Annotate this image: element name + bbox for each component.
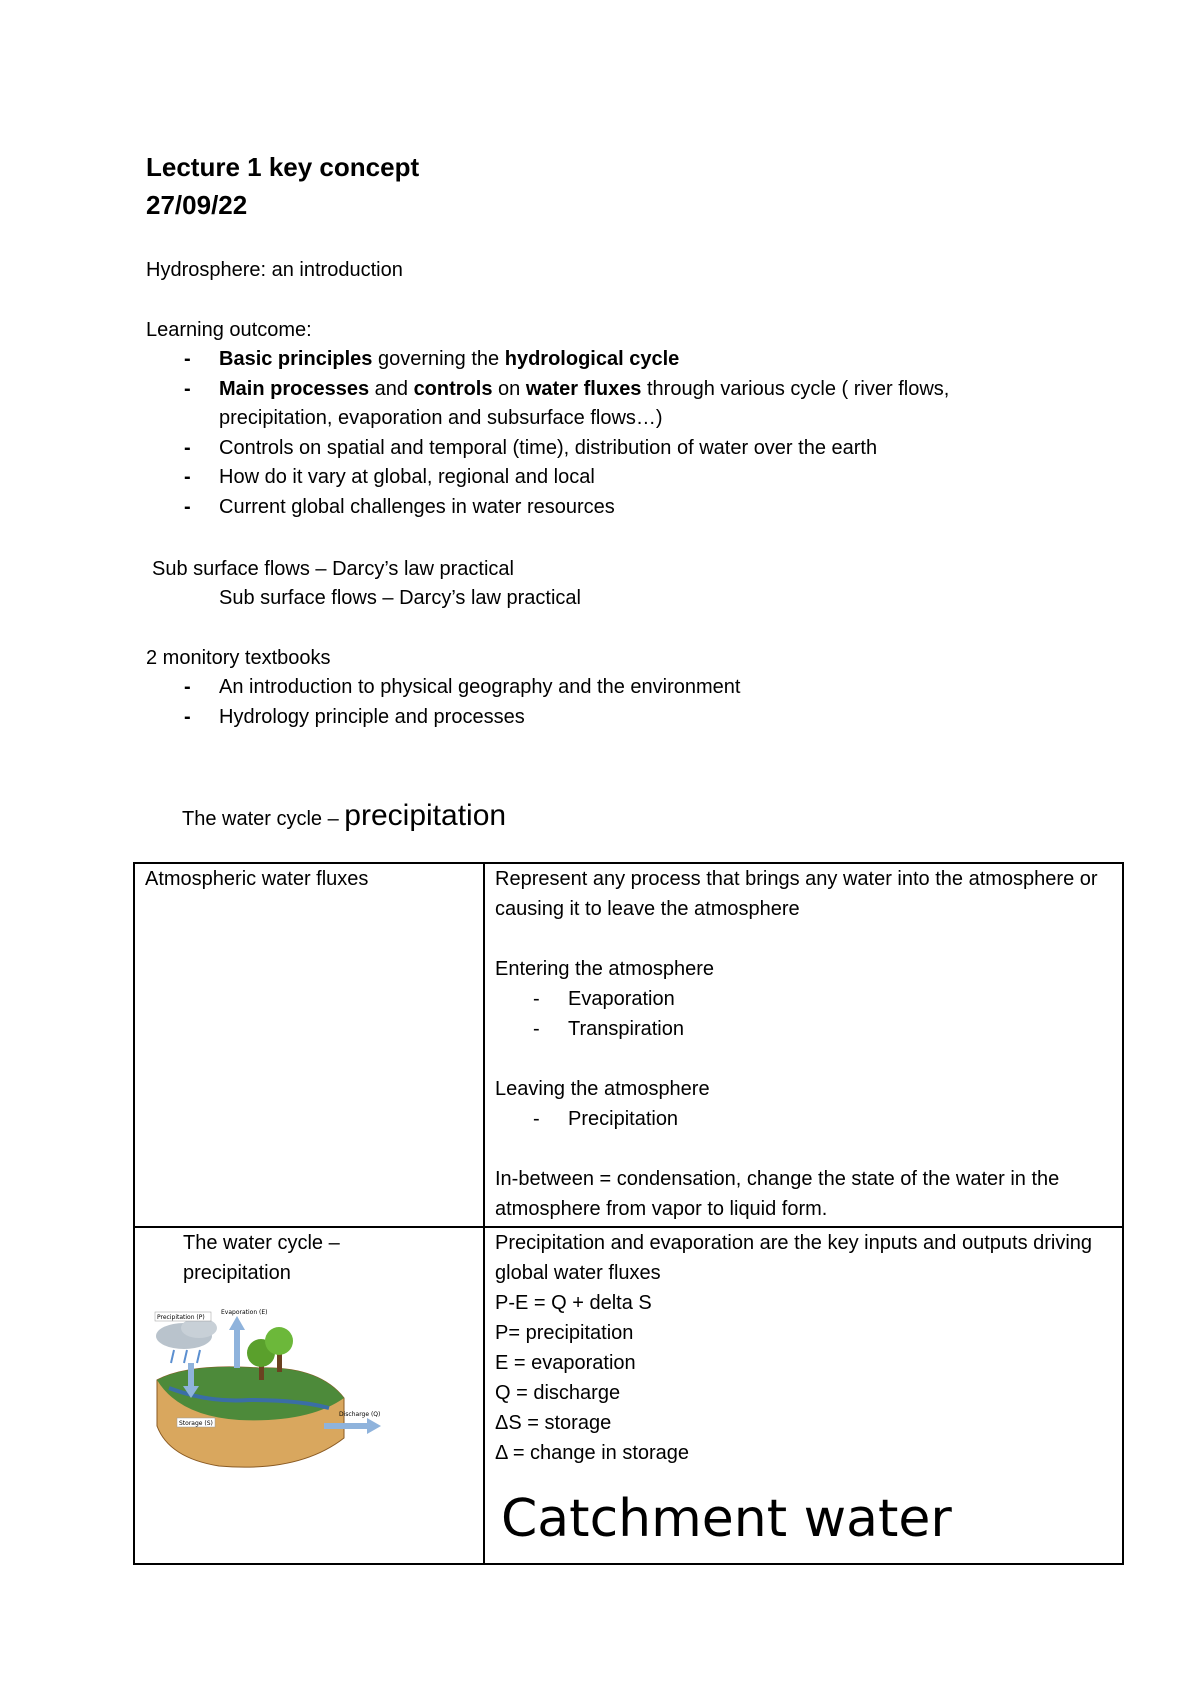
water-cycle-diagram xyxy=(149,1308,399,1478)
list-item: - Hydrology principle and processes xyxy=(146,703,1046,733)
table-row xyxy=(134,1227,1123,1564)
list-item: - Evaporation xyxy=(495,984,1112,1014)
table-cell-water-cycle xyxy=(134,1227,484,1564)
textbooks-list xyxy=(146,673,1046,732)
list-item: - Transpiration xyxy=(495,1014,1112,1044)
table-cell-atmospheric: Atmospheric water fluxes xyxy=(134,863,484,1227)
textbooks-heading: 2 monitory textbooks xyxy=(146,647,331,669)
table-cell-fluxes-description: Represent any process that brings any water into the atmosphere or causing it to leave the atmosphere Entering the atmosphere - Evaporation - Transpiration Leaving the atmosphere - Precipitation In-between = condensation, change the state of the water in the atmosphere from vapor to liquid form. xyxy=(484,863,1123,1227)
leaving-list xyxy=(495,1104,1112,1134)
catchment-water-heading: Catchment water xyxy=(501,1489,952,1549)
subtitle: Hydrosphere: an introduction xyxy=(146,259,403,281)
list-item: - Basic principles governing the hydrological cycle xyxy=(146,345,1046,375)
practical-line-1: Sub surface flows – Darcy’s law practical xyxy=(152,558,514,580)
page-date: 27/09/22 xyxy=(146,190,248,220)
evaporation-label: Evaporation (E) xyxy=(221,1309,268,1316)
list-item: - Main processes and controls on water fluxes through various cycle ( river flows, precipitation, evaporation and subsurface flows…) xyxy=(146,375,1046,434)
water-cycle-heading: The water cycle – precipitation xyxy=(182,799,507,832)
precipitation-label: Precipitation (P) xyxy=(157,1314,205,1321)
list-item: - Controls on spatial and temporal (time), distribution of water over the earth xyxy=(146,434,1046,464)
learning-list xyxy=(146,345,1046,522)
storage-label: Storage (S) xyxy=(179,1420,213,1427)
list-item: - How do it vary at global, regional and local xyxy=(146,463,1046,493)
discharge-label: Discharge (Q) xyxy=(339,1411,381,1418)
water-cycle-title: The water cycle – precipitation xyxy=(183,1232,340,1284)
learning-heading: Learning outcome: xyxy=(146,319,312,341)
entering-list xyxy=(495,984,1112,1044)
table-cell-water-balance: Precipitation and evaporation are the key inputs and outputs driving global water fluxes P-E = Q + delta S P= precipitation E = evaporation Q = discharge ΔS = storage Δ = change in storage Catchment water xyxy=(484,1227,1123,1564)
table-row xyxy=(134,863,1123,1227)
list-item: - Current global challenges in water resources xyxy=(146,493,1046,523)
list-item: - Precipitation xyxy=(495,1104,1112,1134)
practical-line-2: Sub surface flows – Darcy’s law practical xyxy=(219,587,581,609)
list-item: - An introduction to physical geography and the environment xyxy=(146,673,1046,703)
page-title: Lecture 1 key concept xyxy=(146,152,420,182)
notes-table xyxy=(133,862,1124,1565)
